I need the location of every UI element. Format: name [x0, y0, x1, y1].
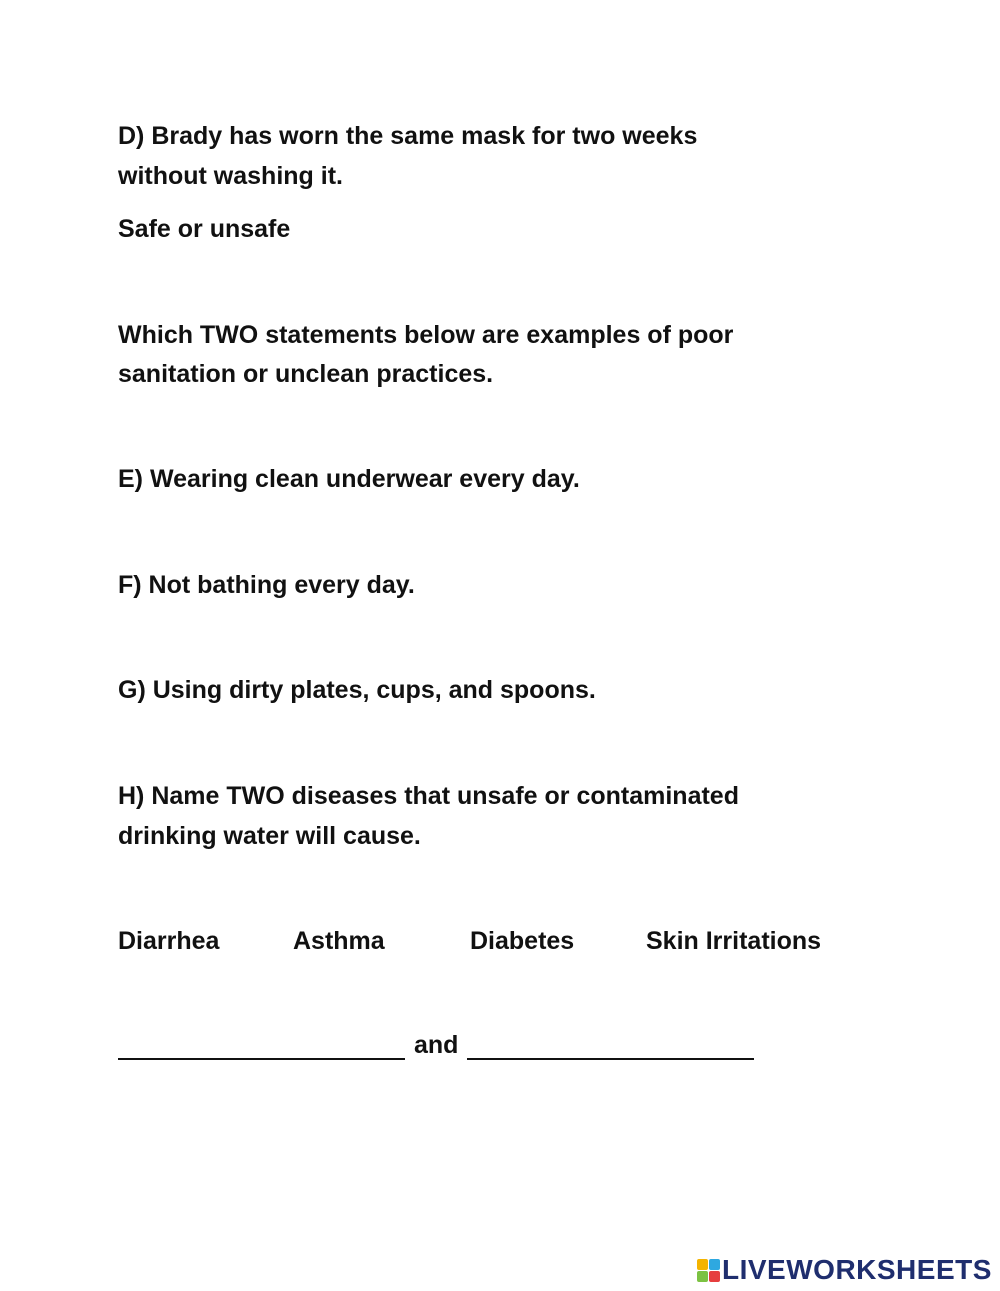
logo-block	[697, 1259, 708, 1270]
brand-name: LIVEWORKSHEETS	[722, 1254, 992, 1285]
answer-blank-2[interactable]	[467, 1032, 754, 1060]
logo-blocks-icon	[697, 1259, 720, 1282]
option-f[interactable]: F) Not bathing every day.	[118, 571, 415, 599]
answer-row	[118, 1030, 754, 1060]
which-two-line1: Which TWO statements below are examples of poor	[118, 321, 734, 349]
choice-diarrhea[interactable]: Diarrhea	[118, 927, 220, 955]
choice-asthma[interactable]: Asthma	[293, 927, 385, 955]
safe-or-unsafe-prompt[interactable]: Safe or unsafe	[118, 215, 291, 243]
answer-blank-1[interactable]	[118, 1032, 405, 1060]
which-two-line2: sanitation or unclean practices.	[118, 360, 494, 388]
question-d-line2: without washing it.	[118, 162, 343, 190]
logo-block	[697, 1271, 708, 1282]
choice-skin-irritations[interactable]: Skin Irritations	[646, 927, 822, 955]
question-d-line1: D) Brady has worn the same mask for two weeks	[118, 122, 698, 150]
option-e[interactable]: E) Wearing clean underwear every day.	[118, 465, 580, 493]
question-h-line1: H) Name TWO diseases that unsafe or contaminated	[118, 782, 739, 810]
option-g[interactable]: G) Using dirty plates, cups, and spoons.	[118, 676, 596, 704]
liveworksheets-logo	[697, 1255, 992, 1285]
logo-block	[709, 1271, 720, 1282]
answer-connector: and	[414, 1031, 459, 1059]
logo-block	[709, 1259, 720, 1270]
choice-diabetes[interactable]: Diabetes	[470, 927, 575, 955]
question-h-line2: drinking water will cause.	[118, 822, 421, 850]
